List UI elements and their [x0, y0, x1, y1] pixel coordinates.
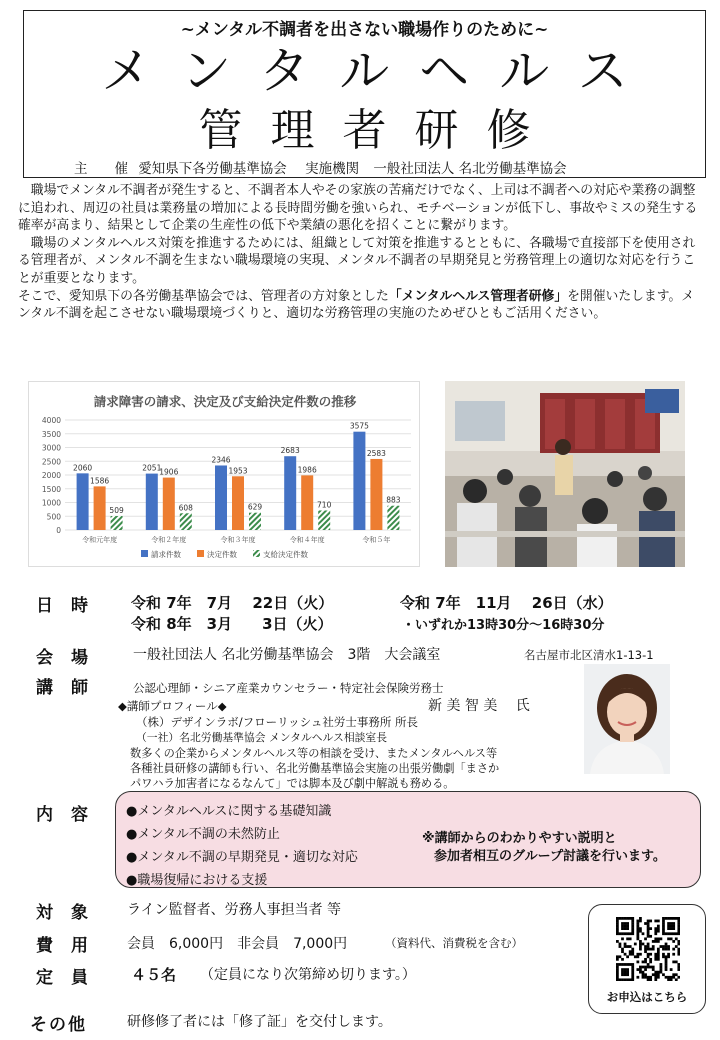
- chart-data-label: 883: [386, 495, 401, 505]
- capacity-value: ４５名: [131, 966, 177, 984]
- lecturer-profile-5: パワハラ加害者になるなんて」では脚本及び劇中解説も務める。: [130, 777, 455, 790]
- contents-note-2: 参加者相互のグループ討議を行います。: [434, 849, 666, 864]
- fee-note: （資料代、消費税を含む）: [385, 936, 523, 950]
- chart: [28, 381, 420, 567]
- chart-y-tick: 4000: [41, 416, 61, 425]
- venue-address: 名古屋市北区清水1-13-1: [524, 648, 654, 662]
- date-label: 日時: [36, 596, 106, 616]
- lecturer-photo-image: [584, 664, 670, 774]
- lecturer-qualifications: 公認心理師・シニア産業カウンセラー・特定社会保険労務士: [133, 681, 444, 695]
- other-label: その他: [30, 1015, 87, 1035]
- chart-x-tick: 令和元年度: [82, 536, 118, 544]
- time-range: ・いずれか13時30分～16時30分: [402, 618, 605, 633]
- chart-bar: [146, 474, 158, 530]
- chart-title: 請求障害の請求、決定及び支給決定件数の推移: [93, 394, 357, 409]
- chart-bar: [232, 476, 244, 530]
- date-2: 令和 7年 11月 26日（水）: [400, 594, 613, 612]
- capacity-label: 定員: [36, 968, 106, 988]
- chart-data-label: 2683: [280, 446, 300, 456]
- chart-data-label: 3575: [349, 421, 369, 431]
- qr-label: お申込はこちら: [606, 990, 688, 1004]
- chart-legend-label: 決定件数: [207, 550, 237, 559]
- qr-code[interactable]: [616, 917, 680, 981]
- chart-y-tick: 1500: [41, 484, 61, 494]
- lecturer-profile-4: 各種社員研修の講師も行い、名北労働基準協会実施の出張労働劇「まさか: [130, 762, 500, 775]
- chart-data-label: 1586: [90, 476, 110, 486]
- date-3: 令和 8年 3月 3日（火）: [131, 615, 333, 633]
- chart-bar: [111, 516, 123, 530]
- chart-bar: [353, 432, 365, 530]
- contents-label: 内容: [36, 805, 106, 825]
- organizer-name: 愛知県下各労働基準協会: [138, 161, 287, 177]
- chart-bar: [180, 513, 192, 530]
- chart-y-tick: 500: [46, 512, 61, 522]
- contents-note: [422, 830, 666, 866]
- date-1: 令和 7年 7月 22日（火）: [131, 594, 334, 612]
- contents-box: [115, 791, 701, 888]
- chart-data-label: 1906: [159, 467, 179, 477]
- lecturer-profile-label: ◆講師プロフィール◆: [118, 699, 227, 713]
- chart-y-tick: 0: [56, 526, 61, 535]
- chart-data-label: 1953: [228, 466, 248, 476]
- chart-y-tick: 1000: [41, 498, 61, 508]
- chart-bar: [284, 456, 296, 530]
- chart-svg: [29, 382, 421, 568]
- chart-data-label: 2583: [366, 448, 386, 458]
- intro-paragraph-3: そこで、愛知県下の各労働基準協会では、管理者の方対象とした「メンタルヘルス管理者研修」を開催いたします。メンタル不調を起こさせない職場環境づくりと、適切な労務管理の実施のためぜひともご活用ください。: [18, 288, 695, 322]
- target-label: 対象: [36, 903, 106, 923]
- chart-bar: [163, 478, 175, 530]
- chart-data-label: 2060: [73, 463, 93, 473]
- contents-item-4: ●職場復帰における支援: [126, 873, 268, 888]
- capacity-note: （定員になり次第締め切ります。）: [200, 967, 416, 983]
- lecturer-profile-1: （株）デザインラボ/フローリッシュ社労士事務所 所長: [136, 715, 419, 729]
- contents-item-3: ●メンタル不調の早期発見・適切な対応: [126, 850, 358, 865]
- header-box: [23, 10, 706, 178]
- intro-highlight: 「メンタルヘルス管理者研修」: [388, 288, 568, 304]
- lecturer-profile-2: （一社）名北労働基準協会 メンタルヘルス相談室長: [136, 731, 388, 744]
- chart-bar: [77, 473, 89, 530]
- lecturer-profile-3: 数多くの企業からメンタルヘルス等の相談を受け、またメンタルヘルス等: [130, 747, 498, 760]
- intro-text: [18, 182, 704, 323]
- lecturer-name: 新 美 智 美 氏: [428, 698, 530, 714]
- contents-item-1: ●メンタルヘルスに関する基礎知識: [126, 804, 332, 819]
- title-line-2: 管理者研修: [198, 105, 559, 156]
- chart-x-tick: 令和４年度: [289, 536, 325, 544]
- chart-data-label: 710: [317, 500, 332, 510]
- chart-data-label: 2051: [142, 463, 162, 473]
- chart-data-label: 509: [109, 506, 124, 516]
- intro-paragraph-1: 職場でメンタル不調者が発生すると、不調者本人やその家族の苦痛だけでなく、上司は不調者への対応や業務の調整に追われ、周辺の社員は業務量の増加による長時間労働を強いられ、モチベーションが低下し、事故やミスの発生する確率が高まり、結果として企業の生産性の低下や業績の悪化を招くことに繋がります。: [18, 183, 698, 234]
- application-qr-box[interactable]: [588, 904, 706, 1014]
- chart-legend-swatch: [197, 550, 204, 557]
- other-value: 研修修了者には「修了証」を交付します。: [127, 1014, 392, 1030]
- chart-x-tick: 令和３年度: [220, 536, 256, 544]
- lecturer-label: 講師: [36, 678, 106, 698]
- organizer-line: [74, 157, 573, 177]
- chart-bar: [249, 513, 261, 530]
- chart-legend-label: 支給決定件数: [263, 550, 308, 559]
- venue-label: 会場: [36, 648, 106, 668]
- venue-name: 一般社団法人 名北労働基準協会 3階 大会議室: [133, 647, 441, 663]
- title-line-1: メンタルヘルス: [101, 42, 658, 100]
- chart-legend-swatch: [141, 550, 148, 557]
- chart-data-label: 2346: [211, 455, 231, 465]
- chart-bar: [215, 465, 227, 530]
- chart-data-label: 629: [247, 502, 263, 512]
- subtitle: ~メンタル不調者を出さない職場作りのために~: [180, 20, 549, 40]
- intro-paragraph-2: 職場のメンタルヘルス対策を推進するためには、組織として対策を推進するとともに、各職場で直接部下を使用される管理者が、メンタル不調を生まない職場環境の実現、メンタル不調者の早期発見と労務管理上の適切な対応を行うことが重要となります。: [18, 235, 696, 286]
- chart-x-tick: 令和５年: [362, 536, 391, 544]
- chart-data-label: 608: [178, 503, 193, 513]
- fee-label: 費用: [36, 936, 106, 956]
- organizer-label: 主 催: [74, 161, 128, 177]
- seminar-photo-image: [445, 381, 685, 567]
- fee-value: 会員 6,000円 非会員 7,000円: [127, 936, 348, 952]
- implementer-label: 実施機関: [305, 161, 360, 177]
- seminar-photo: [445, 381, 685, 567]
- chart-bar: [301, 475, 313, 530]
- chart-bar: [370, 459, 382, 530]
- chart-bar: [94, 486, 106, 530]
- target-value: ライン監督者、労務人事担当者 等: [127, 902, 342, 918]
- chart-data-label: 1986: [297, 465, 317, 475]
- chart-legend-label: 請求件数: [151, 550, 181, 559]
- implementer-name: 一般社団法人 名北労働基準協会: [373, 161, 567, 177]
- chart-y-tick: 3500: [41, 429, 61, 439]
- contents-note-1: ※講師からのわかりやすい説明と: [422, 831, 617, 846]
- contents-item-2: ●メンタル不調の未然防止: [126, 827, 280, 842]
- chart-legend-swatch: [253, 550, 260, 557]
- chart-y-tick: 2500: [41, 457, 61, 467]
- chart-y-tick: 3000: [41, 443, 61, 453]
- chart-x-tick: 令和２年度: [151, 536, 187, 544]
- chart-bar: [318, 510, 330, 530]
- lecturer-photo: [584, 664, 670, 774]
- chart-y-tick: 2000: [41, 471, 61, 480]
- chart-bar: [387, 506, 399, 530]
